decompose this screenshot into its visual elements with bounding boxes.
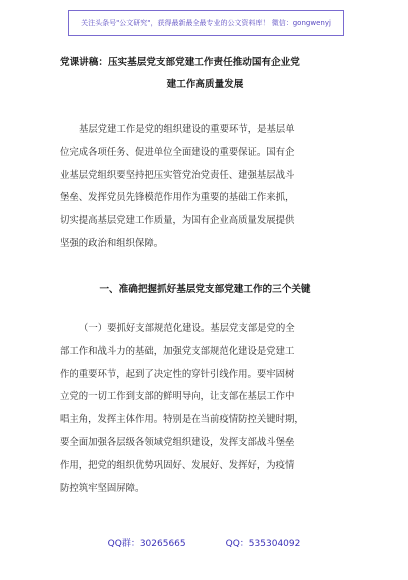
paragraph-line: 作的重要环节，起到了决定性的穿针引线作用。要牢固树: [60, 368, 295, 380]
paragraph-line: 堡垒、发挥党员先锋模范作用作为重要的基础工作来抓，: [60, 192, 295, 204]
paragraph-line: 基层党建工作是党的组织建设的重要环节，是基层单: [79, 124, 295, 135]
title-line: 建工作高质量发展: [166, 79, 244, 90]
paragraph-line: 防控筑牢坚固屏障。: [60, 482, 145, 494]
section-paragraph: [60, 318, 350, 500]
paragraph-line: 坚强的政治和组织保障。: [60, 237, 164, 249]
intro-paragraph: [60, 119, 350, 256]
document-title: [60, 52, 350, 96]
paragraph-line: 作用，把党的组织优势巩固好、发展好、发挥好，为疫情: [60, 459, 295, 471]
paragraph-line: 要全面加强各层级各领域党组织建设，发挥支部战斗堡垒: [60, 436, 295, 448]
paragraph-line: 部工作和战斗力的基础，加强党支部规范化建设是党建工: [60, 345, 295, 357]
qq-group-number: QQ群：30265665: [107, 539, 186, 549]
paragraph-line: 位完成各项任务、促进单位全面建设的重要保证。国有企: [60, 146, 295, 158]
title-line: 党课讲稿：压实基层党支部党建工作责任推动国有企业党: [60, 57, 300, 68]
header-banner: [68, 10, 344, 36]
page-footer: [0, 536, 408, 549]
paragraph-line: （一）要抓好支部规范化建设。基层党支部是党的全: [79, 323, 295, 334]
paragraph-line: 切实提高基层党建工作质量，为国有企业高质量发展提供: [60, 215, 295, 227]
paragraph-line: 唱主角，发挥主体作用。特别是在当前疫情防控关键时期，: [60, 414, 304, 426]
qq-number: QQ：535304092: [225, 539, 301, 549]
paragraph-line: 业基层党组织要坚持把压实管党治党责任、建强基层战斗: [60, 169, 295, 181]
header-text: 关注头条号"公文研究"，获得最新最全最专业的公文资料库！ 微信：gongwenyj: [81, 19, 331, 27]
paragraph-line: 立党的一切工作到支部的鲜明导向，让支部在基层工作中: [60, 391, 295, 403]
section-heading: 一、准确把握抓好基层党支部党建工作的三个关键: [99, 284, 311, 295]
